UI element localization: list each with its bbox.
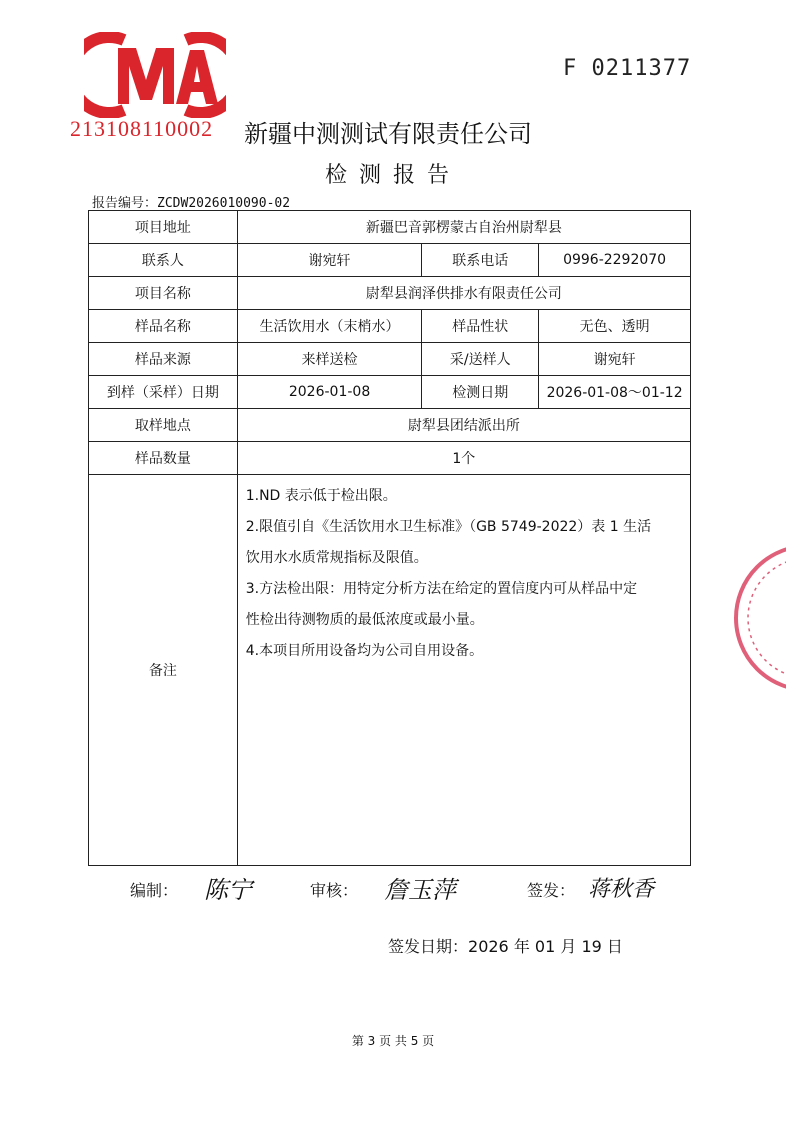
reviewer-label: 审核： xyxy=(310,881,359,900)
issue-date xyxy=(388,934,623,957)
approver-label: 签发： xyxy=(527,881,576,900)
table-row xyxy=(89,277,691,310)
report-number-value: ZCDW2026010090-02 xyxy=(157,196,291,211)
cma-number: 213108110002 xyxy=(70,116,214,141)
notes-cell xyxy=(237,475,690,866)
report-number xyxy=(92,192,290,211)
cell-value: 2026-01-08～01-12 xyxy=(539,376,691,409)
note-line: 2.限值引自《生活饮用水卫生标准》（GB 5749-2022）表 1 生活 xyxy=(245,519,652,535)
table-row xyxy=(89,409,691,442)
document-title: 检测报告 xyxy=(324,163,461,188)
cell-label: 样品来源 xyxy=(89,343,238,376)
table-row xyxy=(89,442,691,475)
table-row xyxy=(89,343,691,376)
cell-value: 新疆巴音郭楞蒙古自治州尉犁县 xyxy=(237,211,690,244)
cell-label: 到样（采样）日期 xyxy=(89,376,238,409)
cell-value: 1个 xyxy=(237,442,690,475)
cell-label: 检测日期 xyxy=(422,376,539,409)
cell-value: 来样送检 xyxy=(237,343,422,376)
report-table xyxy=(88,210,691,866)
note-line: 1.ND 表示低于检出限。 xyxy=(245,488,397,504)
notes-label: 备注 xyxy=(89,475,238,866)
cell-label: 项目名称 xyxy=(89,277,238,310)
compiler-label: 编制： xyxy=(130,881,179,900)
table-row xyxy=(89,310,691,343)
cell-label: 样品名称 xyxy=(89,310,238,343)
issue-date-label: 签发日期： xyxy=(388,937,469,956)
seal-stamp-icon xyxy=(728,538,786,698)
cell-value: 生活饮用水（末梢水） xyxy=(237,310,422,343)
note-line: 性检出待测物质的最低浓度或最小量。 xyxy=(245,612,484,628)
report-number-label: 报告编号： xyxy=(92,196,158,211)
note-line: 饮用水水质常规指标及限值。 xyxy=(245,550,428,566)
issue-date-value: 2026 年 01 月 19 日 xyxy=(468,937,623,956)
cell-value: 谢宛轩 xyxy=(237,244,422,277)
cell-label: 采/送样人 xyxy=(422,343,539,376)
cell-value: 无色、透明 xyxy=(539,310,691,343)
note-line: 4.本项目所用设备均为公司自用设备。 xyxy=(245,643,484,659)
table-row xyxy=(89,211,691,244)
compiler-signature: 陈宁 xyxy=(204,876,252,904)
cell-value: 谢宛轩 xyxy=(539,343,691,376)
cell-label: 项目地址 xyxy=(89,211,238,244)
cma-logo xyxy=(84,32,226,118)
cell-label: 联系人 xyxy=(89,244,238,277)
page-footer: 第 3 页 共 5 页 xyxy=(351,1034,435,1048)
cell-label: 联系电话 xyxy=(422,244,539,277)
note-line: 3.方法检出限：用特定分析方法在给定的置信度内可从样品中定 xyxy=(245,581,638,597)
approver-signature: 蒋秋香 xyxy=(588,877,655,902)
serial-number: F 0211377 xyxy=(563,56,692,81)
table-row-notes xyxy=(89,475,691,866)
cell-label: 样品数量 xyxy=(89,442,238,475)
table-row xyxy=(89,376,691,409)
cell-label: 样品性状 xyxy=(422,310,539,343)
reviewer-signature: 詹玉萍 xyxy=(384,876,456,904)
table-row xyxy=(89,244,691,277)
cell-value: 尉犁县团结派出所 xyxy=(237,409,690,442)
company-name: 新疆中测测试有限责任公司 xyxy=(244,120,532,148)
cell-value: 0996-2292070 xyxy=(539,244,691,277)
cell-value: 2026-01-08 xyxy=(237,376,422,409)
cell-label: 取样地点 xyxy=(89,409,238,442)
cell-value: 尉犁县润泽供排水有限责任公司 xyxy=(237,277,690,310)
